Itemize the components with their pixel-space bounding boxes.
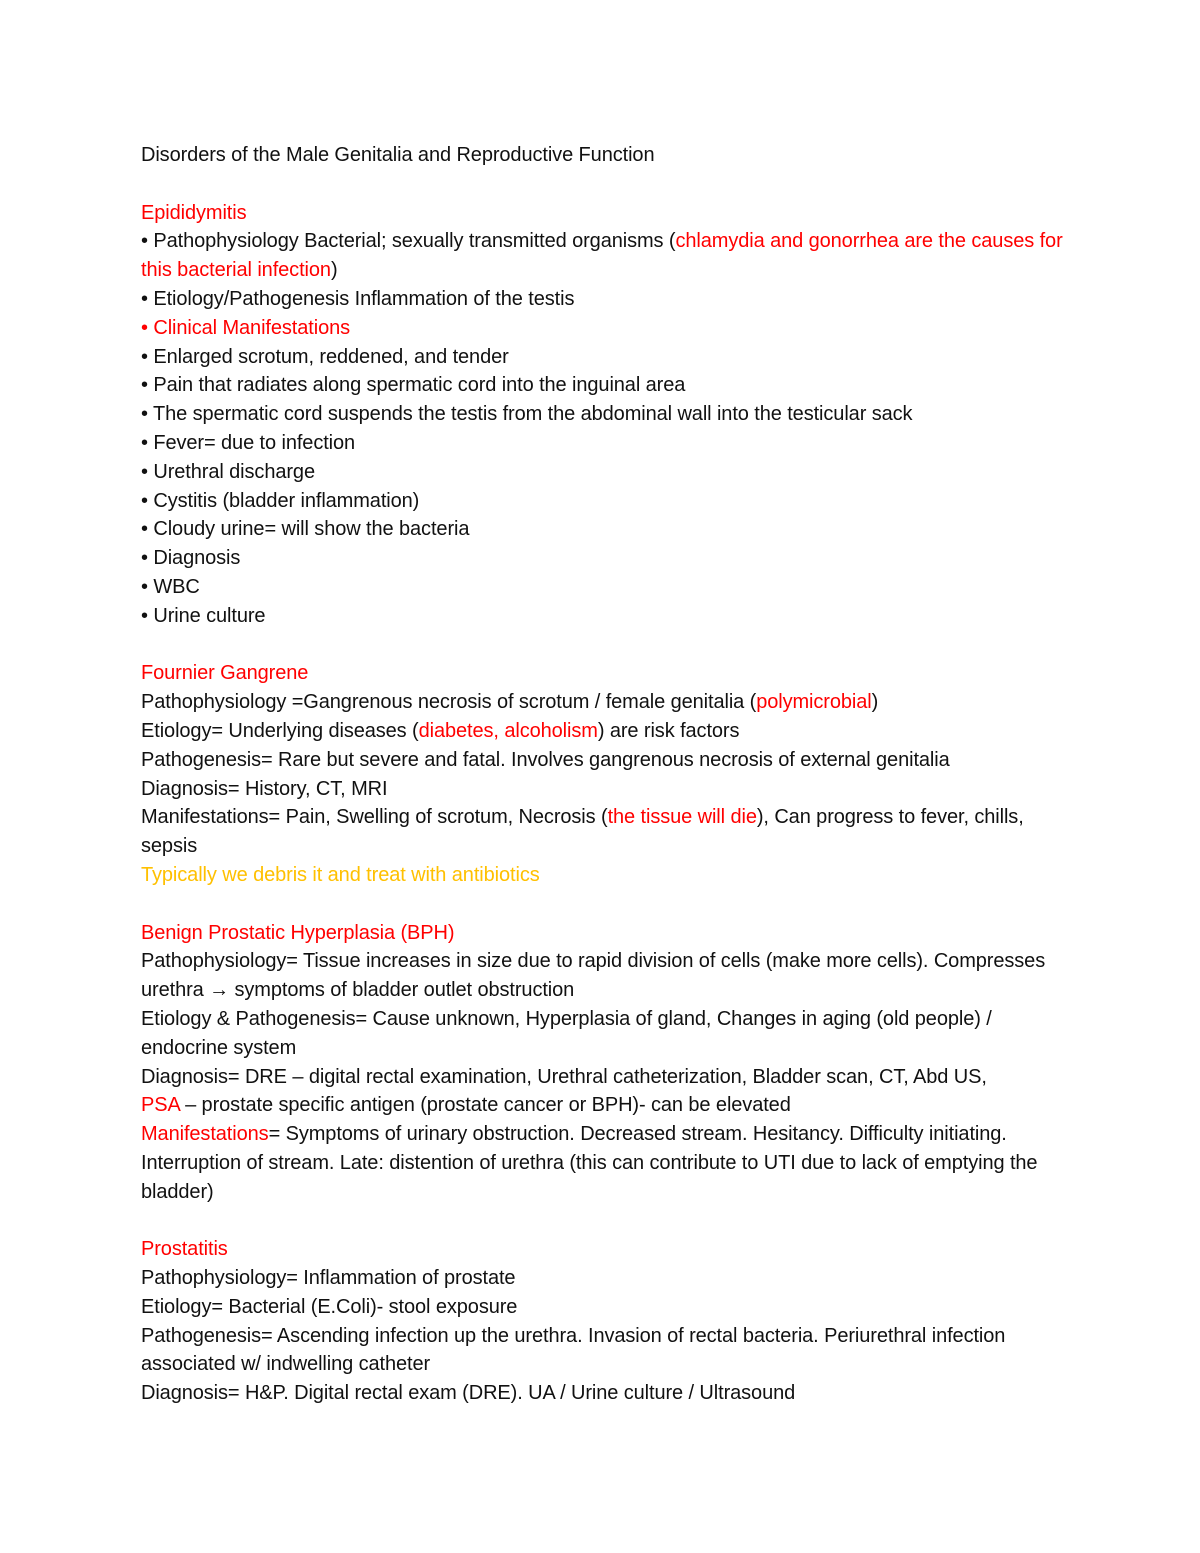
prostatitis-pathophysiology: Pathophysiology= Inflammation of prostate <box>141 1267 516 1290</box>
bph-psa <box>141 1091 1081 1120</box>
fournier-manifestations <box>141 803 1081 861</box>
list-item: • The spermatic cord suspends the testis from the abdominal wall into the testicular sack <box>141 403 913 426</box>
prostatitis-heading: Prostatitis <box>141 1238 228 1261</box>
patho-prefix: • Pathophysiology Bacterial; sexually transmitted organisms ( <box>141 230 676 253</box>
document-title: Disorders of the Male Genitalia and Reproductive Function <box>141 144 655 166</box>
bph-diagnosis: Diagnosis= DRE – digital rectal examination, Urethral catheterization, Bladder scan, CT, Abd US, <box>141 1065 987 1088</box>
list-item: • Pain that radiates along spermatic cord into the inguinal area <box>141 374 686 397</box>
text-segment: ) <box>871 691 879 714</box>
fournier-heading: Fournier Gangrene <box>141 662 309 685</box>
epididymitis-heading: Epididymitis <box>141 201 247 224</box>
patho-red-note: chlamydia and gonorrhea are the causes for this bacterial infection <box>141 230 1063 282</box>
list-item: • WBC <box>141 575 200 598</box>
red-note: PSA <box>141 1094 180 1117</box>
spacer <box>141 890 1081 919</box>
prostatitis-etiology: Etiology= Bacterial (E.Coli)- stool exposure <box>141 1295 518 1318</box>
list-item: • Urethral discharge <box>141 460 315 483</box>
fournier-diagnosis: Diagnosis= History, CT, MRI <box>141 777 388 800</box>
document-page <box>141 141 1081 1408</box>
list-item: • Cystitis (bladder inflammation) <box>141 489 420 512</box>
red-note: polymicrobial <box>756 691 872 714</box>
spacer <box>141 1206 1081 1235</box>
fournier-etiology <box>141 717 1081 746</box>
spacer <box>141 631 1081 660</box>
red-note: diabetes, alcoholism <box>418 719 598 742</box>
text-segment: Pathophysiology =Gangrenous necrosis of scrotum / female genitalia ( <box>141 691 757 714</box>
text-segment: ), Can progress to fever, chills, sepsis <box>141 806 1024 858</box>
bph-manifestations <box>141 1120 1081 1206</box>
list-item: • Fever= due to infection <box>141 431 356 454</box>
text-segment: Etiology= Underlying diseases ( <box>141 719 419 742</box>
text-segment: ) are risk factors <box>597 719 740 742</box>
epididymitis-pathophysiology <box>141 227 1081 285</box>
red-note: Manifestations <box>141 1123 269 1146</box>
prostatitis-diagnosis: Diagnosis= H&P. Digital rectal exam (DRE). UA / Urine culture / Ultrasound <box>141 1382 796 1405</box>
text-segment: = Symptoms of urinary obstruction. Decreased stream. Hesitancy. Difficulty initiating. Interruption of stream. Late: distention of urethra (this can contribute to UTI due to lack of emptying the bladder) <box>141 1123 1038 1203</box>
list-item: • Diagnosis <box>141 547 241 570</box>
list-item: • Cloudy urine= will show the bacteria <box>141 518 470 541</box>
fournier-pathophysiology <box>141 688 1081 717</box>
epididymitis-etiology: • Etiology/Pathogenesis Inflammation of the testis <box>141 287 575 310</box>
epididymitis-clinical-heading: • Clinical Manifestations <box>141 316 351 339</box>
list-item: • Urine culture <box>141 604 266 627</box>
list-item: • Enlarged scrotum, reddened, and tender <box>141 345 509 368</box>
patho-suffix: ) <box>330 259 338 282</box>
bph-etiology: Etiology & Pathogenesis= Cause unknown, Hyperplasia of gland, Changes in aging (old people) / endocrine system <box>141 1007 992 1059</box>
bph-pathophysiology: Pathophysiology= Tissue increases in size due to rapid division of cells (make more cells). Compresses urethra → symptoms of bladder outlet obstruction <box>141 950 1046 1002</box>
fournier-treatment-note: Typically we debris it and treat with antibiotics <box>141 863 540 886</box>
bph-heading: Benign Prostatic Hyperplasia (BPH) <box>141 921 455 944</box>
fournier-pathogenesis: Pathogenesis= Rare but severe and fatal. Involves gangrenous necrosis of external genitalia <box>141 748 950 771</box>
spacer <box>141 170 1081 199</box>
prostatitis-pathogenesis: Pathogenesis= Ascending infection up the urethra. Invasion of rectal bacteria. Periurethral infection associated w/ indwelling catheter <box>141 1324 1006 1376</box>
text-segment: Manifestations= Pain, Swelling of scrotum, Necrosis ( <box>141 806 608 829</box>
red-note: the tissue will die <box>607 806 757 829</box>
text-segment: – prostate specific antigen (prostate cancer or BPH)- can be elevated <box>179 1094 791 1117</box>
